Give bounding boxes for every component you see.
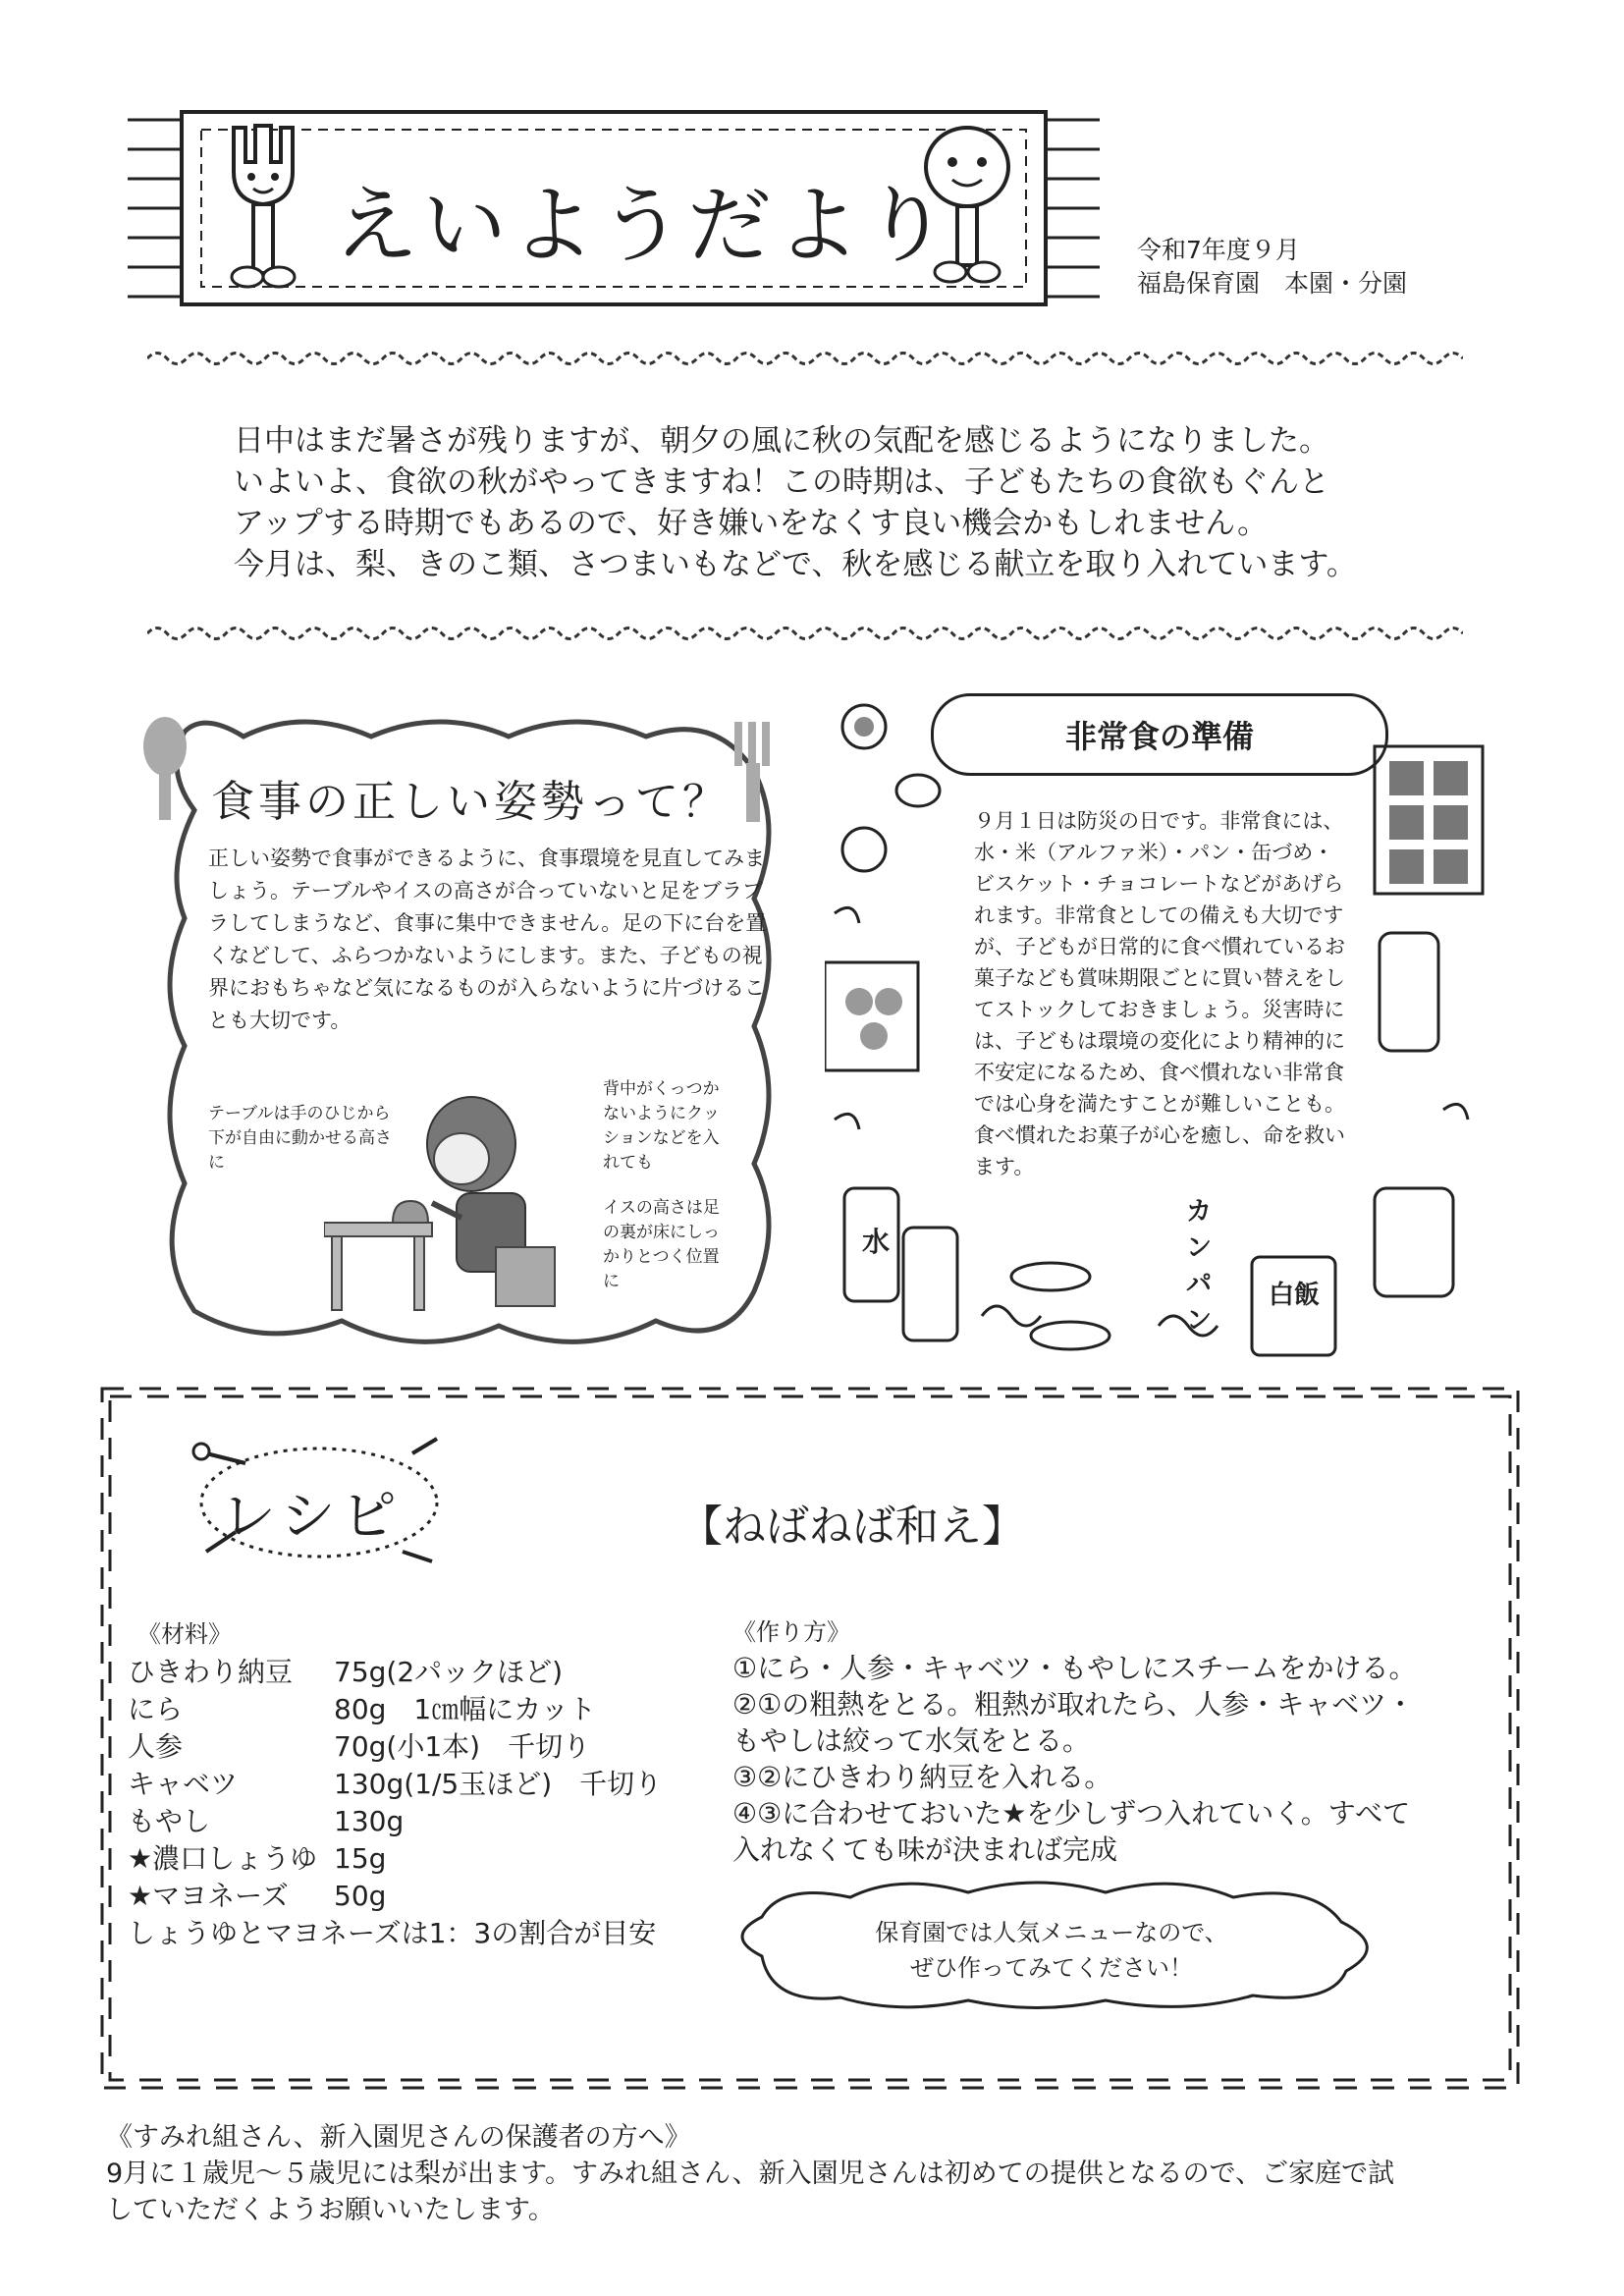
material-amount: 75g(2パックほど) xyxy=(334,1656,564,1688)
rice-label: 白飯 xyxy=(1269,1281,1321,1310)
nursery-name: 福島保育園 本園・分園 xyxy=(1137,269,1408,298)
kanpan-label: カンパン xyxy=(1186,1197,1213,1336)
decorative-divider xyxy=(147,348,1463,369)
material-name: ★マヨネーズ xyxy=(128,1880,289,1912)
material-amount: 50g xyxy=(334,1880,387,1912)
step-line: ①にら・人参・キャベツ・もやしにスチームをかける。 xyxy=(732,1652,1417,1684)
cloud-message xyxy=(703,1915,1400,1986)
material-row xyxy=(128,1654,662,1691)
issue-info xyxy=(1137,234,1407,301)
issue-date: 令和7年度９月 xyxy=(1137,236,1300,264)
footer-line: 9月に１歳児～５歳児には梨が出ます。すみれ組さん、新入園児さんは初めての提供となるので、ご家庭で試 xyxy=(106,2159,1395,2189)
posture-title: 食事の正しい姿勢って？ xyxy=(211,777,730,827)
footer-line: していただくようお願いいたします。 xyxy=(106,2195,555,2225)
intro-line: いよいよ、食欲の秋がやってきますね！この時期は、子どもたちの食欲もぐんと xyxy=(234,465,1329,500)
decorative-divider xyxy=(147,623,1463,644)
material-amount: 130g(1/5玉ほど) 千切り xyxy=(334,1768,663,1800)
material-row xyxy=(128,1691,662,1728)
cloud-line: ぜひ作ってみてください！ xyxy=(910,1954,1193,1982)
posture-body: 正しい姿勢で食事ができるように、食事環境を見直してみましょう。テーブルやイスの高さが合っていないと足をブラブラしてしまうなど、食事に集中できません。足の下に台を置くなどして、ふらつかないようにします。また、子どもの視界におもちゃなど気になるものが入らないように片づけることも大切です。 xyxy=(208,847,767,1032)
newsletter-title: えいようだより xyxy=(334,177,952,275)
material-amount: 130g xyxy=(334,1805,405,1837)
step-line: ③②にひきわり納豆を入れる。 xyxy=(732,1761,1112,1793)
intro-line: 今月は、梨、きのこ類、さつまいもなどで、秋を感じる献立を取り入れています。 xyxy=(234,547,1357,582)
note-back-cushion: 背中がくっつかないようにクッションなどを入れても xyxy=(603,1079,720,1173)
material-amount: 15g xyxy=(334,1842,387,1875)
intro-line: 日中はまだ暑さが残りますが、朝夕の風に秋の気配を感じるようになりました。 xyxy=(234,423,1329,459)
water-label: 水 xyxy=(862,1226,891,1258)
materials-list xyxy=(128,1654,662,1952)
step-line: ②①の粗熱をとる。粗熱が取れたら、人参・キャベツ・ xyxy=(732,1688,1415,1721)
intro-line: アップする時期でもあるので、好き嫌いをなくす良い機会かもしれません。 xyxy=(234,506,1269,541)
emergency-body: ９月１日は防災の日です。非常食には、水・米（アルファ米）・パン・缶づめ・ビスケット・チョコレートなどがあげられます。非常食としての備えも大切ですが、子どもが日常的に食べ慣れているお菓子なども賞味期限ごとに買い替えをしてストックしておきましょう。災害時には、子どもは環境の変化により精神的に不安定になるため、食べ慣れない非常食では心身を満たすことが難しいことも。食べ慣れたお菓子が心を癒し、命を救います。 xyxy=(974,809,1345,1178)
material-row xyxy=(128,1878,662,1915)
cloud-line: 保育園では人気メニューなので、 xyxy=(875,1919,1228,1946)
intro-text xyxy=(234,420,1441,585)
material-row xyxy=(128,1766,662,1803)
material-name: 人参 xyxy=(128,1730,184,1763)
material-name: ★濃口しょうゆ xyxy=(128,1842,318,1875)
material-row xyxy=(128,1840,662,1878)
steps-list xyxy=(732,1650,1479,1868)
footer-notice xyxy=(106,2119,1520,2228)
material-amount: 70g(小1本) 千切り xyxy=(334,1730,591,1763)
note-chair-height: イスの高さは足の裏が床にしっかりとつく位置に xyxy=(603,1198,720,1291)
material-row xyxy=(128,1803,662,1840)
footer-heading: 《すみれ組さん、新入園児さんの保護者の方へ》 xyxy=(106,2122,691,2153)
material-amount: 80g 1㎝幅にカット xyxy=(334,1693,596,1725)
material-name: にら xyxy=(128,1693,184,1725)
materials-note: しょうゆとマヨネーズは1：3の割合が目安 xyxy=(128,1917,657,1949)
step-line: ④③に合わせておいた★を少しずつ入れていく。すべて xyxy=(732,1797,1411,1830)
emergency-title-box xyxy=(931,693,1388,776)
steps-heading: 《作り方》 xyxy=(732,1618,850,1646)
fork-mascot-icon xyxy=(214,118,312,295)
material-name: もやし xyxy=(128,1805,211,1837)
step-line: 入れなくても味が決まれば完成 xyxy=(732,1833,1118,1866)
material-row xyxy=(128,1728,662,1766)
material-name: ひきわり納豆 xyxy=(128,1656,294,1688)
note-table-height: テーブルは手のひじから下が自由に動かせる高さに xyxy=(208,1104,392,1173)
materials-heading: 《材料》 xyxy=(137,1620,232,1648)
step-line: もやしは絞って水気をとる。 xyxy=(732,1724,1091,1757)
recipe-logo-text: レシピ xyxy=(221,1485,403,1549)
material-name: キャベツ xyxy=(128,1768,239,1800)
emergency-title: 非常食の準備 xyxy=(1064,718,1254,755)
recipe-title: 【ねばねば和え】 xyxy=(679,1502,1025,1552)
